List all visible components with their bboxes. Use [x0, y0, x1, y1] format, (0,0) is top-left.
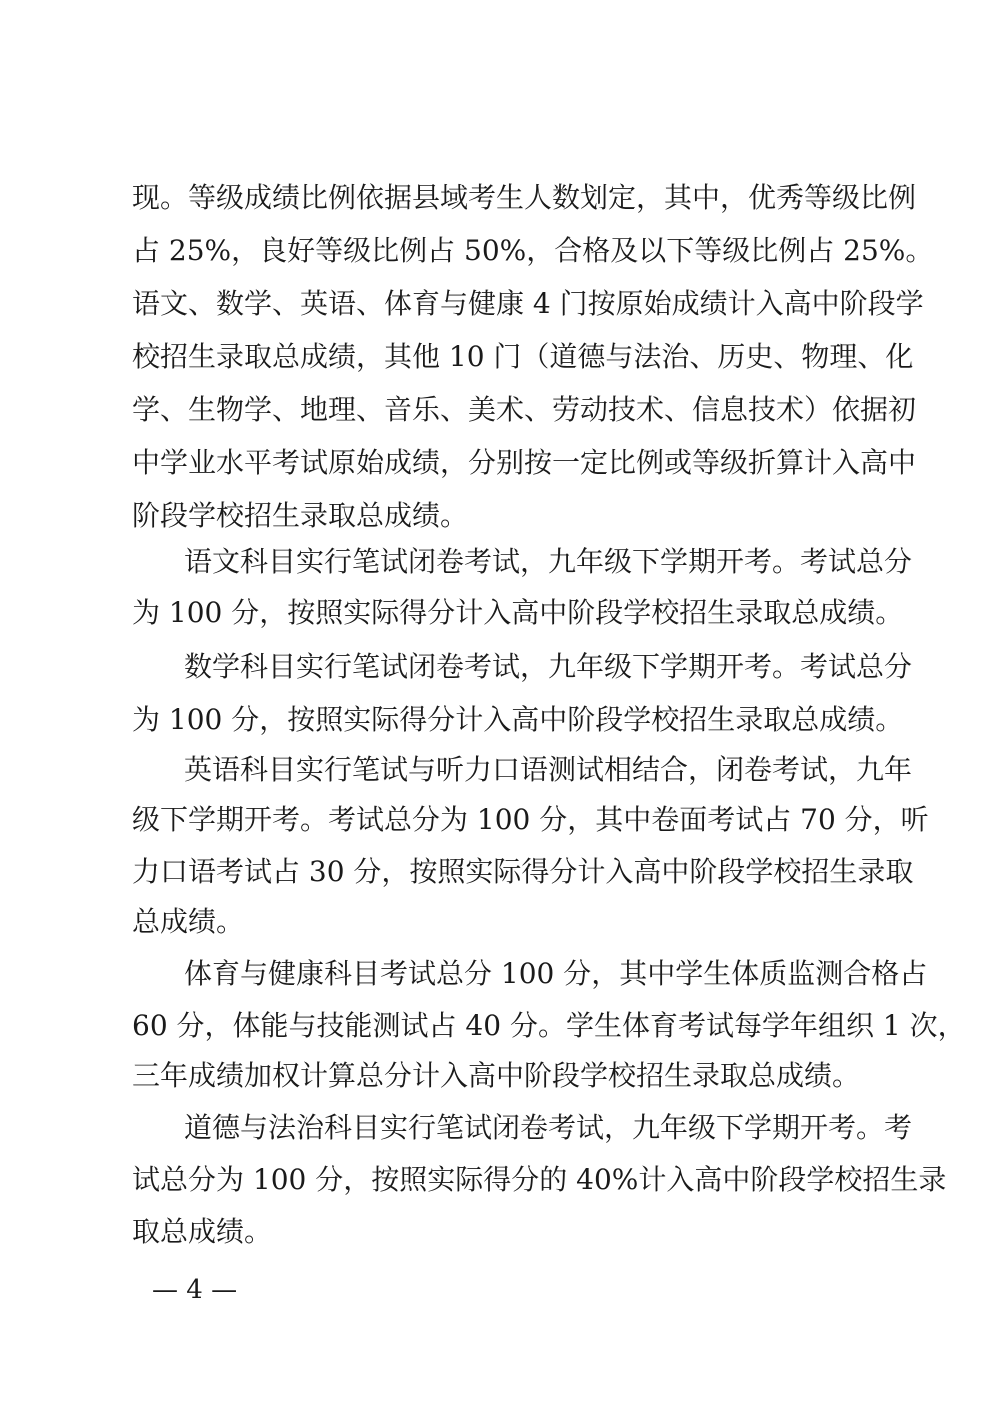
text-line: 道德与法治科目实行笔试闭卷考试，九年级下学期开考。考 — [184, 1111, 913, 1144]
text-line: 试总分为 100 分，按照实际得分的 40%计入高中阶段学校招生录 — [132, 1163, 947, 1196]
text-line: 为 100 分，按照实际得分计入高中阶段学校招生录取总成绩。 — [132, 703, 904, 736]
text-line: 中学业水平考试原始成绩，分别按一定比例或等级折算计入高中 — [132, 446, 917, 479]
text-line: 占 25%，良好等级比例占 50%，合格及以下等级比例占 25%。 — [132, 234, 934, 267]
text-line: 级下学期开考。考试总分为 100 分，其中卷面考试占 70 分，听 — [132, 803, 929, 836]
text-line: 英语科目实行笔试与听力口语测试相结合，闭卷考试，九年 — [184, 753, 913, 786]
text-line: 校招生录取总成绩，其他 10 门（道德与法治、历史、物理、化 — [132, 340, 914, 373]
text-line: 取总成绩。 — [132, 1215, 273, 1248]
text-line: 三年成绩加权计算总分计入高中阶段学校招生录取总成绩。 — [132, 1059, 861, 1092]
text-line: 力口语考试占 30 分，按照实际得分计入高中阶段学校招生录取 — [132, 855, 914, 888]
text-line: 语文、数学、英语、体育与健康 4 门按原始成绩计入高中阶段学 — [132, 287, 924, 320]
text-line: 体育与健康科目考试总分 100 分，其中学生体质监测合格占 — [184, 957, 928, 990]
text-line: 阶段学校招生录取总成绩。 — [132, 499, 469, 532]
text-line: 60 分，体能与技能测试占 40 分。学生体育考试每学年组织 1 次， — [132, 1009, 966, 1042]
text-line: 总成绩。 — [132, 905, 245, 938]
page-number: — 4 — — [152, 1275, 238, 1305]
text-line: 学、生物学、地理、音乐、美术、劳动技术、信息技术）依据初 — [132, 393, 917, 426]
text-line: 为 100 分，按照实际得分计入高中阶段学校招生录取总成绩。 — [132, 596, 904, 629]
text-line: 现。等级成绩比例依据县域考生人数划定，其中，优秀等级比例 — [132, 181, 917, 214]
text-line: 数学科目实行笔试闭卷考试，九年级下学期开考。考试总分 — [184, 650, 913, 683]
text-line: 语文科目实行笔试闭卷考试，九年级下学期开考。考试总分 — [184, 545, 913, 578]
